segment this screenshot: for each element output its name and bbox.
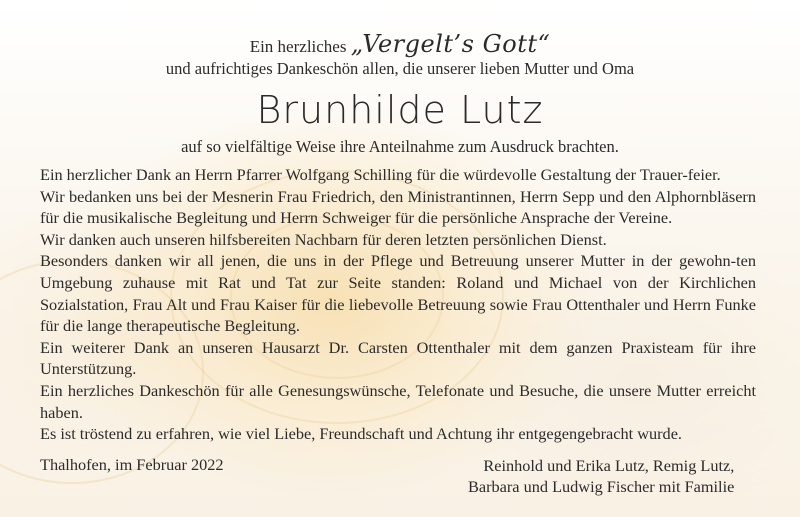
intro-line: und aufrichtiges Dankeschön allen, die unserer lieben Mutter und Oma	[165, 59, 635, 78]
paragraph: Wir bedanken uns bei der Mesnerin Frau Friedrich, den Ministrantinnen, Herrn Sepp und den Alphornbläsern für die musikalische Begleitung und Herrn Schweiger für die persönliche Ansprache der Vereine.	[40, 186, 756, 228]
paragraph: Ein weiterer Dank an unseren Hausarzt Dr. Carsten Ottenthaler mit dem ganzen Praxisteam für ihre Unterstützung.	[40, 337, 756, 379]
signature-line: Reinhold und Erika Lutz, Remig Lutz,	[483, 456, 735, 475]
intro-line-2: auf so vielfältige Weise ihre Anteilnahme zum Ausdruck brachten.	[181, 137, 619, 156]
place-date: Thalhofen, im Februar 2022	[40, 455, 224, 474]
paragraph: Wir danken auch unseren hilfsbereiten Nachbarn für deren letzten persönlichen Dienst.	[40, 229, 607, 249]
paragraph: Ein herzliches Dankeschön für alle Genesungswünsche, Telefonate und Besuche, die unsere Mutter erreicht haben.	[40, 380, 756, 422]
headline	[0, 30, 800, 58]
headline-prefix: Ein herzliches	[249, 37, 347, 56]
paragraph: Ein herzlicher Dank an Herrn Pfarrer Wolfgang Schilling für die würdevolle Gestaltung der Trauer-feier.	[40, 165, 721, 184]
headline-quote: „Vergelt’s Gott“	[350, 30, 551, 58]
paragraph: Es ist tröstend zu erfahren, wie viel Liebe, Freundschaft und Achtung ihr entgegengebracht wurde.	[40, 424, 682, 444]
signature-line: Barbara und Ludwig Fischer mit Familie	[468, 477, 735, 496]
thank-you-text	[40, 164, 756, 445]
deceased-name: Brunhilde Lutz	[256, 88, 544, 132]
signature	[468, 455, 734, 497]
paragraph: Besonders danken wir all jenen, die uns in der Pflege und Betreuung unserer Mutter in der gewohn-ten Umgebung zuhause mit Rat und Tat zur Seite standen: Roland und Michael von der Kirchlichen Sozialstation, Frau Alt und Frau Kaiser für die liebevolle Betreuung sowie Frau Ottenthaler und Herrn Funke für die lange therapeutische Begleitung.	[40, 251, 756, 336]
